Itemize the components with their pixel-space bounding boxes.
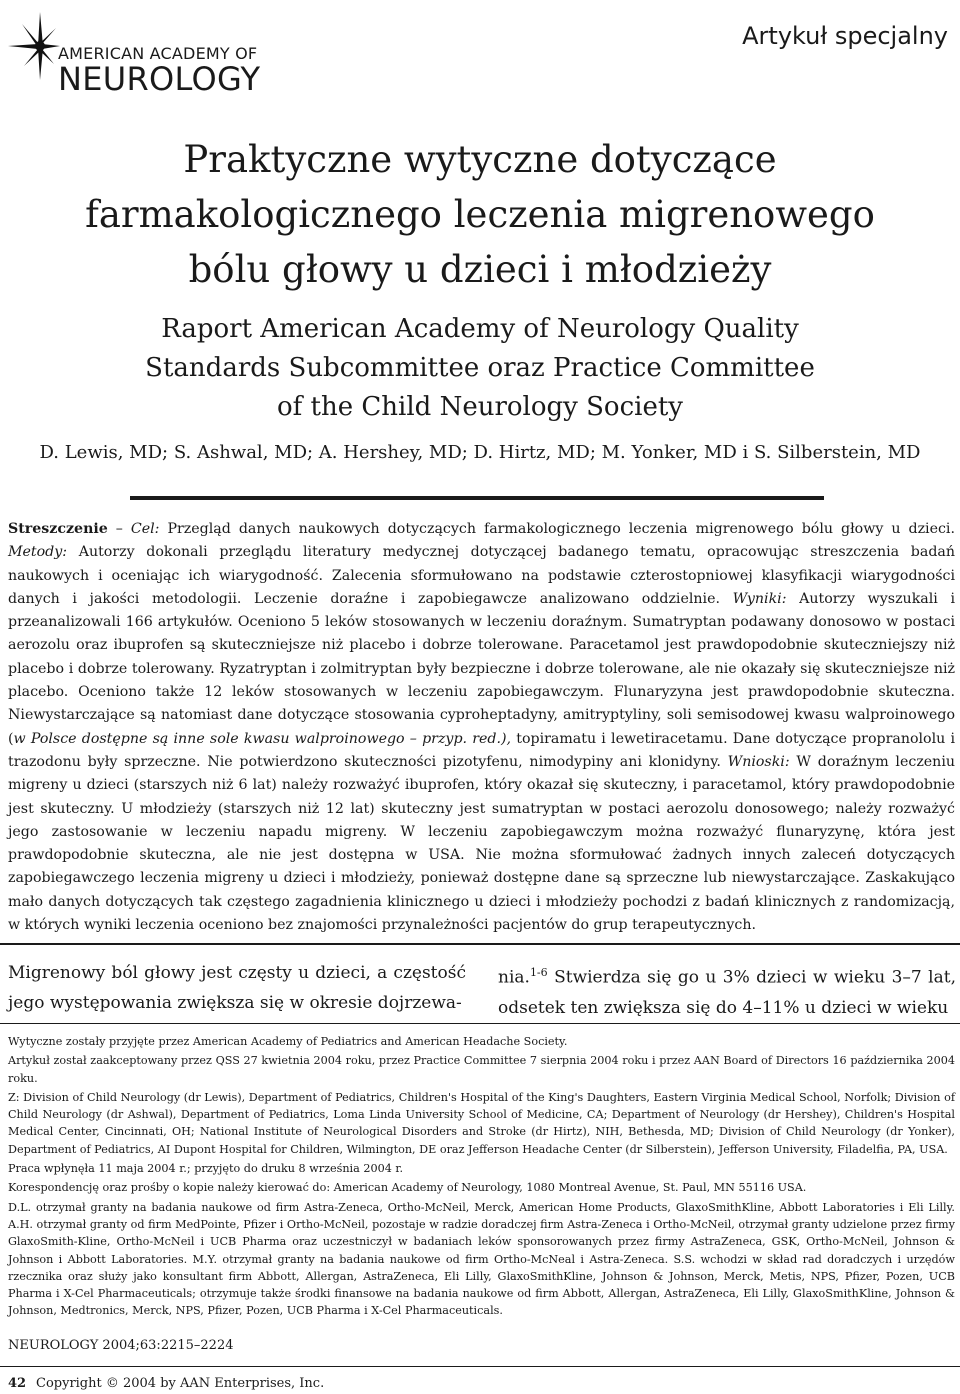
abstract-conclusions: W doraźnym leczeniu migreny u dzieci (starszych niż 6 lat) należy rozważyć ibuprofen, który okazał się skuteczny, i paracetamol, który prawdopodobnie jest skuteczny. U młodzieży (starszych niż 12 lat) skuteczny jest sumatryptan w postaci aerozolu donosowego; należy rozważyć jego zastosowanie w leczeniu napadu migreny. W leczeniu zapobiegawczym można rozważyć flunaryzynę, która jest prawdopodobnie skuteczna, ale nie jest dostępna w USA. Nie można sformułować żadnych innych zaleceń dotyczących zapobiegawczego leczenia migreny u dzieci i młodzieży, ponieważ dostępne dane są sprzeczne lub niewystarczające. Zaskakująco mało danych dotyczących tak częstego zagadnienia klinicznego u dzieci i młodzieży pochodzi z badań klinicznych z randomizacją, w których wyniki leczenia oceniono bez znajomości przynależności pacjentów do grup terapeutycznych.	[8, 753, 955, 934]
footnote-affiliations: Z: Division of Child Neurology (dr Lewis), Department of Pediatrics, Children's Hospital of the King's Daughters, Eastern Virginia Medical School, Norfolk; Division of Child Neurology (dr Ashwal), Department of Pediatrics, Loma Linda University School of Medicine, CA; Department of Neurology (dr Hershey), Children's Hospital Medical Center, Cincinnati, OH; National Institute of Neurological Disorders and Stroke (dr Hirtz), NIH, Bethesda, MD; Division of Child Neurology (dr Yonker), Department of Pediatrics, AI Dupont Hospital for Children, Wilmington, DE oraz Jefferson Headache Center (dr Silberstein), Jefferson University, Filadelfia, PA, USA.	[8, 1090, 955, 1156]
page-number: 42	[8, 1376, 27, 1391]
subtitle-line-2: Standards Subcommittee oraz Practice Committee	[145, 353, 815, 383]
abstract-goal: Przegląd danych naukowych dotyczących farmakologicznego leczenia migrenowego bólu głowy u dzieci.	[167, 521, 955, 537]
body-text-left: Migrenowy ból głowy jest częsty u dzieci, a częstość jego występowania zwiększa się w okresie dojrzewa-	[8, 963, 466, 1013]
footnote-endorsement: Wytyczne zostały przyjęte przez American Academy of Pediatrics and American Headache Society.	[8, 1035, 568, 1048]
abstract-methods: Autorzy dokonali przeglądu literatury medycznej dotyczącej badanego tematu, opracowując streszczenia badań naukowych i oceniając ich wiarygodność. Zalecenia sformułowano na podstawie czterostopniowej klasyfikacji wiarygodności danych i jakości metodologii. Leczenie doraźne i zapobiegawcze analizowano oddzielnie.	[8, 544, 955, 607]
conclusions-label: Wnioski:	[727, 753, 790, 770]
footnote-divider	[0, 1023, 960, 1024]
abstract-results: Autorzy wyszukali i przeanalizowali 166 artykułów. Oceniono 5 leków stosowanych w leczeniu doraźnym. Sumatryptan podawany donosowo w postaci aerozolu oraz ibuprofen są skuteczniejsze niż placebo i dobrze tolerowane. Paracetamol jest prawdopodobnie skuteczniejszy niż placebo i dobrze tolerowany. Ryzatryptan i zolmitryptan były bezpieczne i dobrze tolerowane, ale nie okazały się skuteczniejsze niż placebo. Oceniono także 12 leków stosowanych w leczeniu zapobiegawczym. Flunaryzyna jest prawdopodobnie skuteczna. Niewystarczające są natomiast dane dotyczące stosowania cyproheptadyny, amitryptyliny, soli semisodowej kwasu walproinowego (	[8, 590, 955, 747]
abstract-divider	[0, 943, 960, 945]
subtitle-line-3: of the Child Neurology Society	[277, 392, 683, 422]
title-line-2: farmakologicznego leczenia migrenowego	[85, 193, 875, 236]
footnote-correspondence: Korespondencję oraz prośby o kopie należy kierować do: American Academy of Neurology, 1080 Montreal Avenue, St. Paul, MN 55116 USA.	[8, 1181, 807, 1195]
footnote-acceptance: Artykuł został zaakceptowany przez QSS 27 kwietnia 2004 roku, przez Practice Committee 7 sierpnia 2004 roku i przez AAN Board of Directors 16 października 2004 roku.	[8, 1054, 955, 1085]
abstract-results-cont: topiramatu i lewetiracetamu. Dane dotyczące propranololu i trazodonu były sprzeczne. Nie potwierdzono skuteczności pizotyfenu, nimodypiny ani klonidyny.	[8, 730, 955, 770]
title-line-1: Praktyczne wytyczne dotyczące	[183, 138, 777, 181]
methods-label: Metody:	[8, 544, 68, 561]
body-column-right	[498, 958, 956, 1023]
logo-line-2: NEUROLOGY	[58, 60, 261, 98]
logo-line-1: AMERICAN ACADEMY OF	[58, 44, 258, 63]
star-emblem-icon	[2, 8, 62, 100]
author-list: D. Lewis, MD; S. Ashwal, MD; A. Hershey, MD; D. Hirtz, MD; M. Yonker, MD i S. Silberstein, MD	[39, 442, 921, 463]
goal-label: Cel:	[130, 521, 160, 537]
abstract-label: Streszczenie	[8, 521, 108, 537]
subtitle-line-1: Raport American Academy of Neurology Quality	[161, 314, 799, 344]
title-divider	[130, 496, 824, 500]
abstract: Streszczenie – Cel: Przegląd danych naukowych dotyczących farmakologicznego leczenia migrenowego bólu głowy u dzieci. Metody: Autorzy dokonali przeglądu literatury medycznej dotyczącej badanego tematu, opracowując streszczenia badań naukowych i oceniając ich wiarygodność. Zalecenia sformułowano na podstawie czterostopniowej klasyfikacji wiarygodności danych i jakości metodologii. Leczenie doraźne i zapobiegawcze analizowano oddzielnie. Wyniki: Autorzy wyszukali i przeanalizowali 166 artykułów. Oceniono 5 leków stosowanych w leczeniu doraźnym. Sumatryptan podawany donosowo w postaci aerozolu oraz ibuprofen są skuteczniejsze niż placebo i dobrze tolerowane. Paracetamol jest prawdopodobnie skuteczniejszy niż placebo i dobrze tolerowany. Ryzatryptan i zolmitryptan były bezpieczne i dobrze tolerowane, ale nie okazały się skuteczniejsze niż placebo. Oceniono także 12 leków stosowanych w leczeniu zapobiegawczym. Flunaryzyna jest prawdopodobnie skuteczna. Niewystarczające są natomiast dane dotyczące stosowania cyproheptadyny, amitryptyliny, soli semisodowej kwasu walproinowego (w Polsce dostępne są inne sole kwasu walproinowego – przyp. red.), topiramatu i lewetiracetamu. Dane dotyczące propranololu i trazodonu były sprzeczne. Nie potwierdzono skuteczności pizotyfenu, nimodypiny ani klonidyny. Wnioski: W doraźnym leczeniu migreny u dzieci (starszych niż 6 lat) należy rozważyć ibuprofen, który okazał się skuteczny, i paracetamol, który prawdopodobnie jest skuteczny. U młodzieży (starszych niż 12 lat) skuteczny jest sumatryptan w postaci aerozolu donosowego; należy rozważyć jego zastosowanie w leczeniu napadu migreny. W leczeniu zapobiegawczym można rozważyć flunaryzynę, która jest prawdopodobnie skuteczna, ale nie jest dostępna w USA. Nie można sformułować żadnych innych zaleceń dotyczących zapobiegawczego leczenia migreny u dzieci i młodzieży, ponieważ dostępne dane są sprzeczne lub niewystarczające. Zaskakująco mało danych dotyczących tak częstego zagadnienia klinicznego u dzieci i młodzieży pochodzi z badań klinicznych z randomizacją, w których wyniki leczenia oceniono bez znajomości przynależności pacjentów do grup terapeutycznych.	[8, 521, 955, 934]
body-text-right: Stwierdza się go u 3% dzieci w wieku 3–7 lat, odsetek ten zwiększa się do 4–11% u dzieci w wieku	[498, 967, 956, 1018]
title-line-3: bólu głowy u dzieci i młodzieży	[188, 248, 772, 291]
abstract-results-note: w Polsce dostępne są inne sole kwasu walproinowego – przyp. red.),	[13, 730, 512, 747]
journal-citation: NEUROLOGY 2004;63:2215–2224	[8, 1338, 234, 1353]
citation-ref: 1-6	[529, 966, 548, 979]
footnotes	[8, 1033, 955, 1322]
aan-logo	[2, 8, 262, 100]
results-label: Wyniki:	[732, 590, 787, 607]
body-column-left	[8, 958, 466, 1018]
footnote-disclosures: D.L. otrzymał granty na badania naukowe od firm Astra-Zeneca, Ortho-McNeil, Merck, American Home Products, GlaxoSmithKline, Abbott Laboratories i Eli Lilly. A.H. otrzymał granty od firm MedPointe, Pfizer i Ortho-McNeil, pozostaje w radzie doradczej firm Astra-Zeneca i Ortho-McNeil, otrzymał granty udzielone przez firmy GlaxoSmith-Kline, Ortho-McNeil i UCB Pharma oraz uczestniczył w badaniach leków sponsorowanych przez firmy AstraZeneca, GSK, Ortho-McNeil, Johnson & Johnson i Abbott Laboratories. M.Y. otrzymał granty na badania naukowe od firm Ortho-McNeal i Astra-Zeneca. S.S. wchodzi w skład rad doradczych i urzędów rzecznika oraz służy jako konsultant firm Abbott, Allergan, AstraZeneca, Eli Lilly, GlaxoSmithKline, Johnson & Johnson, Merck, Metis, NPS, Pfizer, Pozen, UCB Pharma i X-Cel Pharmaceuticals; otrzymuje także środki finansowe na badania naukowe od firm Abbott, Allergan, AstraZeneca, Eli Lilly, GlaxoSmithKline, Johnson & Johnson, Medtronics, Merck, NPS, Pfizer, Pozen, UCB Pharma i X-Cel Pharmaceuticals.	[8, 1200, 955, 1318]
footer-divider	[0, 1366, 960, 1367]
copyright: Copyright © 2004 by AAN Enterprises, Inc.	[36, 1376, 325, 1391]
body-text-right-start: nia.	[498, 967, 530, 988]
section-label: Artykuł specjalny	[742, 22, 948, 50]
footnote-dates: Praca wpłynęła 11 maja 2004 r.; przyjęto do druku 8 września 2004 r.	[8, 1162, 404, 1176]
